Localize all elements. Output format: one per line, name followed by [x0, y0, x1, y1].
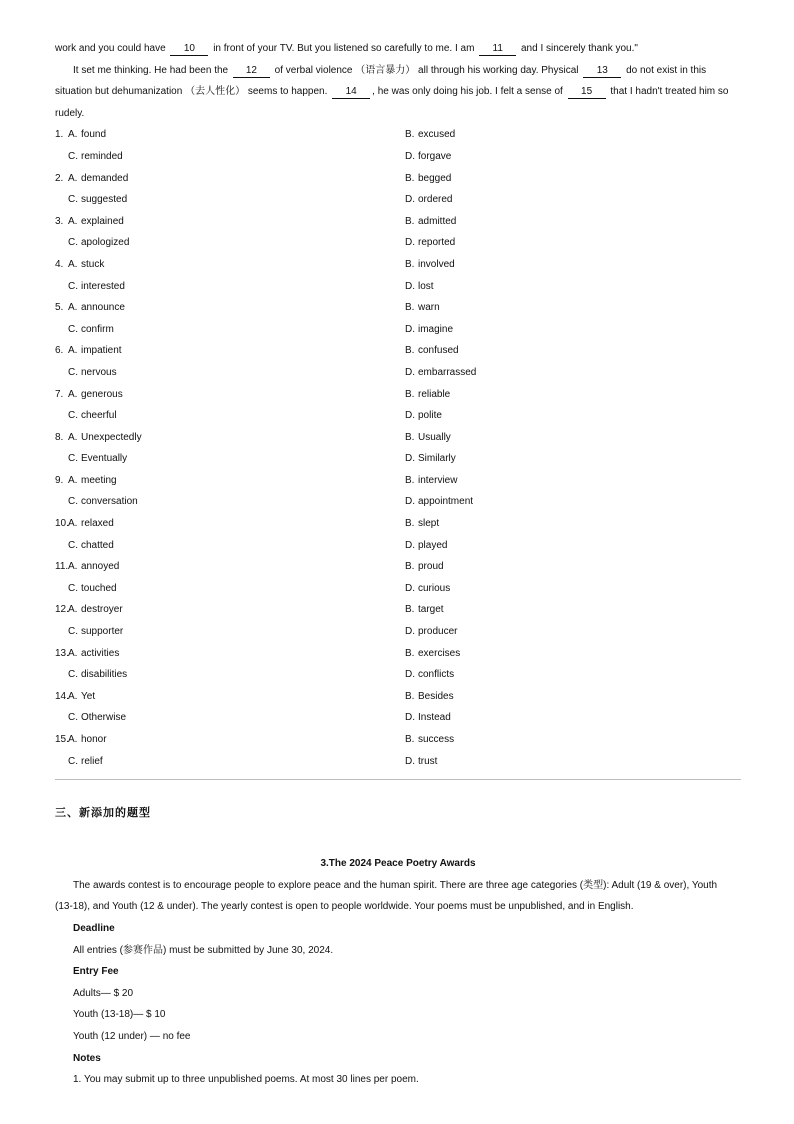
question-row-ab	[55, 599, 741, 621]
option-a: generous	[81, 388, 123, 400]
question-right	[405, 578, 450, 600]
option-letter-d: D.	[405, 712, 415, 724]
option-a: Yet	[81, 690, 96, 702]
option-d: polite	[418, 410, 442, 422]
question-number: 4.	[55, 258, 64, 270]
option-c: conversation	[81, 496, 138, 508]
option-b: success	[418, 734, 455, 745]
option-d: producer	[418, 626, 458, 638]
option-a: Unexpectedly	[81, 431, 142, 443]
passage-text: of verbal violence （语言暴力） all through his working day. Physical	[274, 64, 579, 76]
option-letter-b: B.	[405, 474, 415, 486]
option-letter-c: C.	[68, 539, 78, 551]
question-number: 1.	[55, 129, 64, 141]
option-letter-a: A.	[68, 647, 78, 659]
option-d: trust	[418, 755, 438, 767]
question-list	[55, 124, 741, 772]
question-right	[405, 729, 454, 751]
question-right	[405, 621, 457, 643]
question-number: 12.	[55, 604, 69, 616]
option-a: honor	[81, 734, 107, 745]
option-b: exercises	[418, 647, 461, 659]
passage-text: , he was only doing his job. I felt a sense of	[372, 86, 563, 98]
question-right	[405, 599, 444, 621]
question-right	[405, 643, 460, 665]
question-left	[55, 448, 405, 470]
question-left	[55, 427, 405, 449]
option-letter-a: A.	[68, 604, 78, 616]
option-d: imagine	[418, 323, 454, 335]
question-left	[55, 168, 405, 190]
option-b: excused	[418, 129, 456, 141]
question-left	[55, 297, 405, 319]
question-row-cd	[55, 578, 741, 600]
question-row-ab	[55, 211, 741, 233]
option-indent	[55, 276, 68, 298]
question-row-ab	[55, 556, 741, 578]
question-number: 9.	[55, 474, 64, 486]
option-letter-c: C.	[68, 410, 78, 422]
question-number: 3.	[55, 215, 64, 227]
question-right	[405, 319, 453, 341]
entry-fee-heading: Entry Fee	[73, 966, 119, 978]
option-a: explained	[81, 215, 124, 227]
question-right	[405, 384, 450, 406]
option-letter-a: A.	[68, 431, 78, 443]
question-row-ab	[55, 470, 741, 492]
passage-line-2	[55, 60, 741, 82]
passage-text: situation but dehumanization （去人性化） seems to happen.	[55, 86, 328, 98]
question-row-cd	[55, 751, 741, 773]
option-a: found	[81, 129, 107, 141]
option-d: played	[418, 539, 448, 551]
question-row-ab	[55, 168, 741, 190]
question-left	[55, 513, 405, 535]
passage-line-3	[55, 81, 741, 103]
question-left	[55, 189, 405, 211]
passage-text: in front of your TV. But you listened so carefully to me. I am	[213, 43, 475, 54]
option-letter-d: D.	[405, 669, 415, 681]
question-right	[405, 535, 447, 557]
blank-13: 13	[583, 64, 621, 78]
question-left	[55, 664, 405, 686]
option-c: Otherwise	[81, 712, 127, 724]
document-page	[55, 38, 741, 1091]
question-left	[55, 362, 405, 384]
option-b: confused	[418, 345, 459, 357]
option-d: curious	[418, 582, 451, 594]
option-letter-d: D.	[405, 496, 415, 508]
option-d: ordered	[418, 194, 453, 206]
option-c: supporter	[81, 626, 124, 638]
option-letter-a: A.	[68, 258, 78, 270]
option-a: annoyed	[81, 561, 120, 573]
question-left	[55, 729, 405, 751]
question-row-ab	[55, 254, 741, 276]
option-c: apologized	[81, 237, 130, 249]
option-indent	[55, 751, 68, 773]
question-left	[55, 707, 405, 729]
option-letter-d: D.	[405, 237, 415, 249]
question-right	[405, 491, 473, 513]
question-number: 8.	[55, 431, 64, 443]
option-c: chatted	[81, 539, 114, 551]
passage-line-4: rudely.	[55, 107, 85, 119]
question-number: 2.	[55, 172, 64, 184]
option-a: activities	[81, 647, 120, 659]
question-right	[405, 232, 455, 254]
option-indent	[55, 405, 68, 427]
question-right	[405, 427, 451, 449]
option-letter-c: C.	[68, 669, 78, 681]
question-right	[405, 686, 454, 708]
option-c: relief	[81, 755, 103, 767]
option-letter-c: C.	[68, 755, 78, 767]
option-indent	[55, 664, 68, 686]
question-left	[55, 124, 405, 146]
option-letter-a: A.	[68, 518, 78, 530]
question-right	[405, 470, 457, 492]
option-indent	[55, 232, 68, 254]
question-right	[405, 146, 451, 168]
option-letter-a: A.	[68, 215, 78, 227]
question-left	[55, 211, 405, 233]
question-row-cd	[55, 232, 741, 254]
question-number: 15.	[55, 734, 69, 745]
option-d: Instead	[418, 712, 451, 724]
option-letter-d: D.	[405, 410, 415, 422]
option-b: Usually	[418, 431, 451, 443]
article-title: 3.The 2024 Peace Poetry Awards	[320, 858, 476, 870]
question-left	[55, 751, 405, 773]
blank-14: 14	[332, 85, 370, 99]
question-left	[55, 276, 405, 298]
question-left	[55, 384, 405, 406]
option-letter-d: D.	[405, 755, 415, 767]
option-letter-d: D.	[405, 280, 415, 292]
passage-text: It set me thinking. He had been the	[73, 64, 229, 76]
option-indent	[55, 491, 68, 513]
option-d: conflicts	[418, 669, 455, 681]
option-letter-a: A.	[68, 302, 78, 314]
question-row-ab	[55, 513, 741, 535]
option-d: lost	[418, 280, 434, 292]
option-letter-a: A.	[68, 388, 78, 400]
option-letter-b: B.	[405, 518, 415, 530]
question-right	[405, 297, 440, 319]
option-a: stuck	[81, 258, 105, 270]
option-c: cheerful	[81, 410, 117, 422]
option-letter-c: C.	[68, 453, 78, 465]
option-c: reminded	[81, 150, 123, 162]
question-left	[55, 578, 405, 600]
question-left	[55, 599, 405, 621]
question-row-cd	[55, 448, 741, 470]
option-letter-c: C.	[68, 712, 78, 724]
option-letter-b: B.	[405, 431, 415, 443]
option-a: destroyer	[81, 604, 123, 616]
option-b: slept	[418, 518, 440, 530]
question-left	[55, 491, 405, 513]
option-c: Eventually	[81, 453, 128, 465]
option-d: Similarly	[418, 453, 456, 465]
question-left	[55, 319, 405, 341]
question-left	[55, 146, 405, 168]
option-letter-b: B.	[405, 129, 415, 141]
option-letter-b: B.	[405, 345, 415, 357]
question-number: 11.	[55, 561, 69, 573]
option-letter-b: B.	[405, 604, 415, 616]
option-letter-a: A.	[68, 690, 78, 702]
fee-adults: Adults— $ 20	[73, 987, 134, 999]
option-letter-b: B.	[405, 172, 415, 184]
question-left	[55, 621, 405, 643]
option-letter-c: C.	[68, 194, 78, 206]
question-number: 7.	[55, 388, 64, 400]
question-row-cd	[55, 491, 741, 513]
option-d: appointment	[418, 496, 474, 508]
option-d: reported	[418, 237, 456, 249]
passage-line-1	[55, 38, 741, 60]
option-b: reliable	[418, 388, 451, 400]
fee-youth-12: Youth (12 under) — no fee	[73, 1030, 191, 1042]
question-row-ab	[55, 384, 741, 406]
fee-youth: Youth (13-18)— $ 10	[73, 1009, 166, 1021]
question-left	[55, 686, 405, 708]
option-letter-b: B.	[405, 561, 415, 573]
passage-text: that I hadn't treated him so	[610, 86, 729, 98]
question-right	[405, 211, 456, 233]
question-right	[405, 276, 434, 298]
option-letter-b: B.	[405, 302, 415, 314]
option-letter-c: C.	[68, 626, 78, 638]
question-row-cd	[55, 535, 741, 557]
blank-11: 11	[479, 42, 516, 56]
question-right	[405, 556, 444, 578]
option-letter-d: D.	[405, 582, 415, 594]
option-letter-c: C.	[68, 280, 78, 292]
option-indent	[55, 362, 68, 384]
deadline-heading: Deadline	[73, 922, 115, 934]
option-letter-c: C.	[68, 237, 78, 249]
question-row-cd	[55, 319, 741, 341]
option-indent	[55, 189, 68, 211]
question-row-ab	[55, 340, 741, 362]
question-right	[405, 513, 439, 535]
option-b: admitted	[418, 215, 457, 227]
question-right	[405, 168, 451, 190]
option-b: proud	[418, 561, 444, 573]
option-letter-a: A.	[68, 345, 78, 357]
option-b: involved	[418, 258, 455, 270]
question-right	[405, 254, 455, 276]
option-a: announce	[81, 302, 125, 314]
option-c: disabilities	[81, 669, 128, 681]
question-right	[405, 124, 455, 146]
question-number: 14.	[55, 690, 69, 702]
option-letter-c: C.	[68, 582, 78, 594]
option-indent	[55, 707, 68, 729]
question-row-cd	[55, 189, 741, 211]
option-letter-d: D.	[405, 453, 415, 465]
question-row-cd	[55, 276, 741, 298]
question-number: 13.	[55, 647, 69, 659]
option-letter-b: B.	[405, 258, 415, 270]
option-a: demanded	[81, 172, 129, 184]
question-number: 5.	[55, 302, 64, 314]
question-right	[405, 707, 451, 729]
article-intro-line-2: (13-18), and Youth (12 & under). The yearly contest is open to people worldwide. Your poems must be unpublished, and in English.	[55, 901, 634, 913]
option-letter-a: A.	[68, 129, 78, 141]
question-row-cd	[55, 707, 741, 729]
section-divider	[55, 779, 741, 780]
option-a: relaxed	[81, 518, 114, 530]
question-row-cd	[55, 362, 741, 384]
option-letter-d: D.	[405, 366, 415, 378]
option-b: begged	[418, 172, 452, 184]
question-number: 6.	[55, 345, 64, 357]
option-a: impatient	[81, 345, 122, 357]
option-letter-b: B.	[405, 388, 415, 400]
blank-10: 10	[170, 42, 208, 56]
passage-text: work and you could have	[55, 43, 166, 54]
option-c: nervous	[81, 366, 117, 378]
question-left	[55, 535, 405, 557]
passage-text: do not exist in this	[626, 64, 707, 76]
option-letter-c: C.	[68, 150, 78, 162]
blank-15: 15	[568, 85, 606, 99]
option-letter-a: A.	[68, 561, 78, 573]
question-number: 10.	[55, 518, 69, 530]
option-d: embarrassed	[418, 366, 477, 378]
question-left	[55, 232, 405, 254]
option-a: meeting	[81, 474, 117, 486]
question-row-cd	[55, 405, 741, 427]
option-d: forgave	[418, 150, 452, 162]
option-indent	[55, 146, 68, 168]
question-right	[405, 664, 454, 686]
passage-text: and I sincerely thank you."	[521, 43, 638, 54]
notes-heading: Notes	[73, 1052, 101, 1064]
option-letter-a: A.	[68, 474, 78, 486]
option-c: interested	[81, 280, 125, 292]
option-letter-d: D.	[405, 150, 415, 162]
option-letter-a: A.	[68, 172, 78, 184]
question-right	[405, 405, 442, 427]
article-intro-line-1: The awards contest is to encourage people to explore peace and the human spirit. There are three age categories (类型): Adult (19 & over), Youth	[73, 879, 718, 891]
option-letter-c: C.	[68, 366, 78, 378]
question-row-ab	[55, 124, 741, 146]
option-letter-b: B.	[405, 215, 415, 227]
question-row-ab	[55, 297, 741, 319]
question-row-ab	[55, 729, 741, 751]
option-c: suggested	[81, 194, 128, 206]
option-letter-d: D.	[405, 194, 415, 206]
option-c: touched	[81, 582, 117, 594]
deadline-text: All entries (参赛作品) must be submitted by June 30, 2024.	[73, 944, 334, 956]
option-b: warn	[418, 302, 440, 314]
option-letter-d: D.	[405, 626, 415, 638]
question-right	[405, 448, 456, 470]
question-left	[55, 254, 405, 276]
option-letter-b: B.	[405, 734, 415, 745]
question-left	[55, 643, 405, 665]
question-left	[55, 405, 405, 427]
option-b: Besides	[418, 690, 454, 702]
question-row-ab	[55, 643, 741, 665]
option-letter-d: D.	[405, 323, 415, 335]
option-letter-d: D.	[405, 539, 415, 551]
question-right	[405, 189, 452, 211]
question-row-cd	[55, 621, 741, 643]
option-letter-c: C.	[68, 323, 78, 335]
question-left	[55, 556, 405, 578]
section-title: 三、新添加的题型	[55, 806, 151, 820]
question-row-ab	[55, 686, 741, 708]
note-1: 1. You may submit up to three unpublished poems. At most 30 lines per poem.	[73, 1074, 419, 1086]
question-right	[405, 362, 476, 384]
question-left	[55, 470, 405, 492]
option-letter-a: A.	[68, 734, 78, 745]
blank-12: 12	[233, 64, 270, 78]
option-letter-c: C.	[68, 496, 78, 508]
option-letter-b: B.	[405, 690, 415, 702]
question-left	[55, 340, 405, 362]
question-row-cd	[55, 664, 741, 686]
option-c: confirm	[81, 323, 114, 335]
option-indent	[55, 578, 68, 600]
option-indent	[55, 621, 68, 643]
question-row-ab	[55, 427, 741, 449]
option-indent	[55, 319, 68, 341]
question-right	[405, 751, 437, 773]
option-b: target	[418, 604, 444, 616]
option-indent	[55, 448, 68, 470]
option-b: interview	[418, 474, 458, 486]
question-right	[405, 340, 459, 362]
option-indent	[55, 535, 68, 557]
question-row-cd	[55, 146, 741, 168]
option-letter-b: B.	[405, 647, 415, 659]
